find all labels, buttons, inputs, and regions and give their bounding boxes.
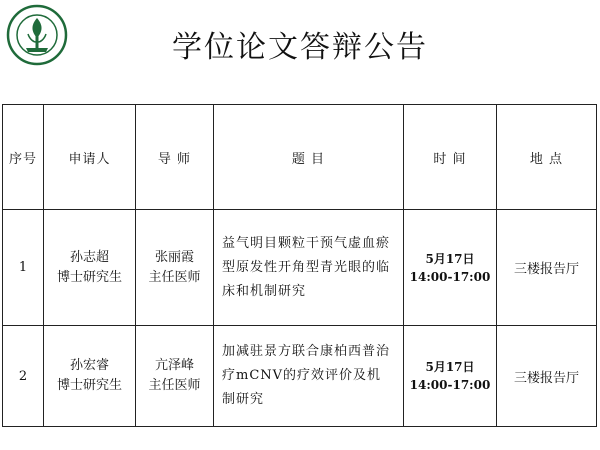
time-cell <box>404 326 497 427</box>
column-header-applicant: 申请人 <box>44 105 136 210</box>
column-header-advisor: 导 师 <box>136 105 214 210</box>
column-header-topic: 题 目 <box>214 105 404 210</box>
column-header-time: 时 间 <box>404 105 497 210</box>
column-header-location: 地 点 <box>497 105 597 210</box>
defense-time: 14:00-17:00 <box>409 378 491 392</box>
applicant-name: 孙志超 <box>69 249 109 265</box>
page-title: 学位论文答辩公告 <box>172 30 428 65</box>
table-header-row <box>3 105 597 210</box>
topic-cell: 加减驻景方联合康柏西普治疗mCNV的疗效评价及机制研究 <box>214 326 404 427</box>
column-header-index: 序号 <box>3 105 44 210</box>
applicant-degree: 博士研究生 <box>56 378 122 393</box>
topic-cell: 益气明目颗粒干预气虚血瘀型原发性开角型青光眼的临床和机制研究 <box>214 210 404 326</box>
applicant-name: 孙宏睿 <box>69 358 109 373</box>
advisor-cell <box>136 326 214 427</box>
advisor-title: 主任医师 <box>148 269 201 285</box>
advisor-cell <box>136 210 214 326</box>
advisor-name: 亢泽峰 <box>154 358 194 373</box>
location-cell: 三楼报告厅 <box>497 326 597 427</box>
row-index: 2 <box>3 326 44 427</box>
advisor-title: 主任医师 <box>148 378 201 393</box>
row-index: 1 <box>3 210 44 326</box>
applicant-cell <box>44 326 136 427</box>
time-cell <box>404 210 497 326</box>
advisor-name: 张丽霞 <box>154 249 194 265</box>
location-cell: 三楼报告厅 <box>497 210 597 326</box>
applicant-degree: 博士研究生 <box>56 269 122 285</box>
defense-time: 14:00-17:00 <box>409 269 491 284</box>
applicant-cell <box>44 210 136 326</box>
defense-date: 5月17日 <box>425 251 475 266</box>
table-row <box>3 210 597 326</box>
table-row <box>3 326 597 427</box>
defense-date: 5月17日 <box>425 360 475 374</box>
defense-schedule-table <box>2 104 597 427</box>
